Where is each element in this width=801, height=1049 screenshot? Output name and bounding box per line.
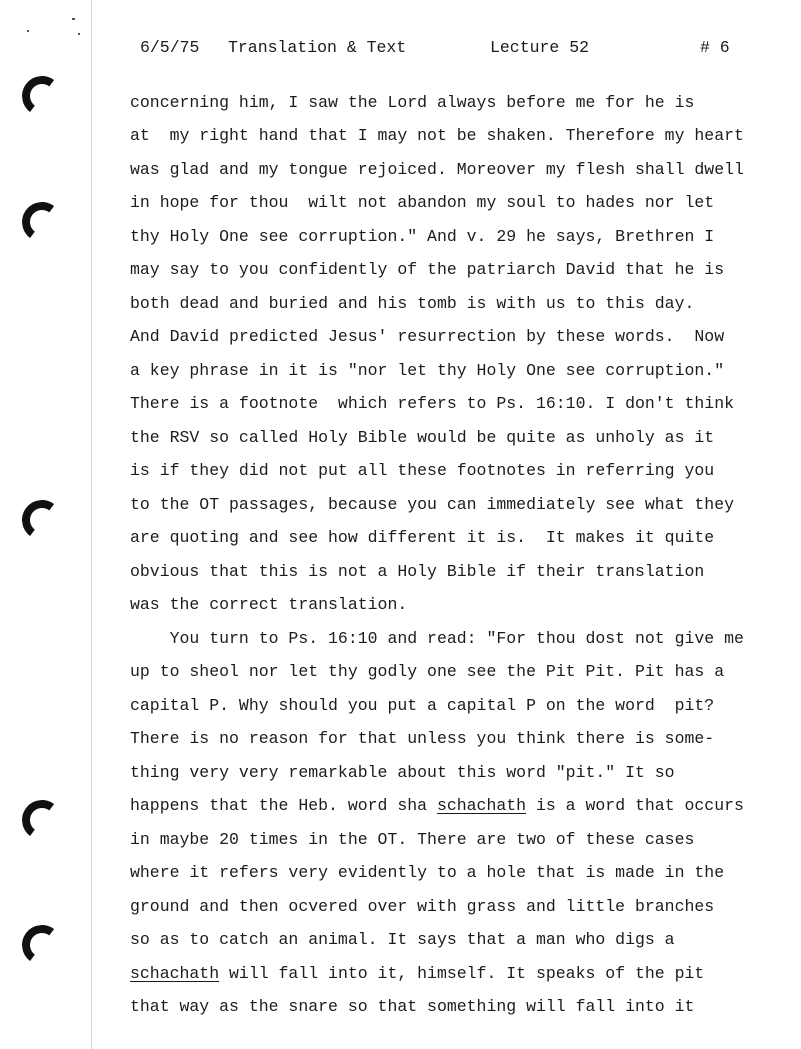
header-lecture: Lecture 52 xyxy=(490,38,590,57)
text-line: may say to you confidently of the patriarch David that he is xyxy=(130,260,725,279)
header-date: 6/5/75 xyxy=(140,38,200,57)
binder-hole-icon xyxy=(19,922,64,967)
text-line: a key phrase in it is "nor let thy Holy One see corruption." xyxy=(130,361,725,380)
text-line: in hope for thou wilt not abandon my soul to hades nor let xyxy=(130,193,715,212)
text-line: There is a footnote which refers to Ps. 16:10. I don't think xyxy=(130,394,734,413)
paper-speck xyxy=(78,33,80,35)
binder-hole-icon xyxy=(19,497,64,542)
text-line: up to sheol nor let thy godly one see the Pit Pit. Pit has a xyxy=(130,662,725,681)
binder-hole-icon xyxy=(19,73,64,118)
text-line: in maybe 20 times in the OT. There are two of these cases xyxy=(130,830,695,849)
text-line: so as to catch an animal. It says that a man who digs a xyxy=(130,930,675,949)
header-page-number: # 6 xyxy=(700,38,730,57)
text-line: where it refers very evidently to a hole that is made in the xyxy=(130,863,725,882)
text-line: happens that the Heb. word sha schachath is a word that occurs xyxy=(130,796,744,815)
binder-hole-icon xyxy=(19,797,64,842)
underlined-word: schachath xyxy=(436,796,527,815)
text-line: thing very very remarkable about this word "pit." It so xyxy=(130,763,675,782)
text-line: are quoting and see how different it is. It makes it quite xyxy=(130,528,715,547)
paper-speck xyxy=(27,30,29,32)
text-line: concerning him, I saw the Lord always before me for he is xyxy=(130,93,695,112)
text-line: thy Holy One see corruption." And v. 29 he says, Brethren I xyxy=(130,227,715,246)
underlined-word: schachath xyxy=(130,964,220,983)
text-line: ground and then ocvered over with grass and little branches xyxy=(130,897,715,916)
text-line: obvious that this is not a Holy Bible if their translation xyxy=(130,562,705,581)
text-line: There is no reason for that unless you think there is some- xyxy=(130,729,715,748)
page-header xyxy=(140,38,750,62)
text-line: both dead and buried and his tomb is with us to this day. xyxy=(130,294,695,313)
text-line: the RSV so called Holy Bible would be quite as unholy as it xyxy=(130,428,715,447)
text-line: You turn to Ps. 16:10 and read: "For thou dost not give me xyxy=(130,629,744,648)
text-line: capital P. Why should you put a capital P on the word pit? xyxy=(130,696,715,715)
paper-speck xyxy=(72,18,75,20)
margin-rule xyxy=(91,0,92,1049)
binder-hole-icon xyxy=(19,199,64,244)
text-line: was the correct translation. xyxy=(130,595,408,614)
text-line: at my right hand that I may not be shaken. Therefore my heart xyxy=(130,126,744,145)
text-line: was glad and my tongue rejoiced. Moreover my flesh shall dwell xyxy=(130,160,744,179)
text-line: And David predicted Jesus' resurrection by these words. Now xyxy=(130,327,725,346)
header-title: Translation & Text xyxy=(228,38,407,57)
text-line: is if they did not put all these footnotes in referring you xyxy=(130,461,715,480)
text-line: that way as the snare so that something will fall into it xyxy=(130,997,695,1016)
text-line: schachath will fall into it, himself. It speaks of the pit xyxy=(130,964,705,983)
text-line: to the OT passages, because you can immediately see what they xyxy=(130,495,734,514)
